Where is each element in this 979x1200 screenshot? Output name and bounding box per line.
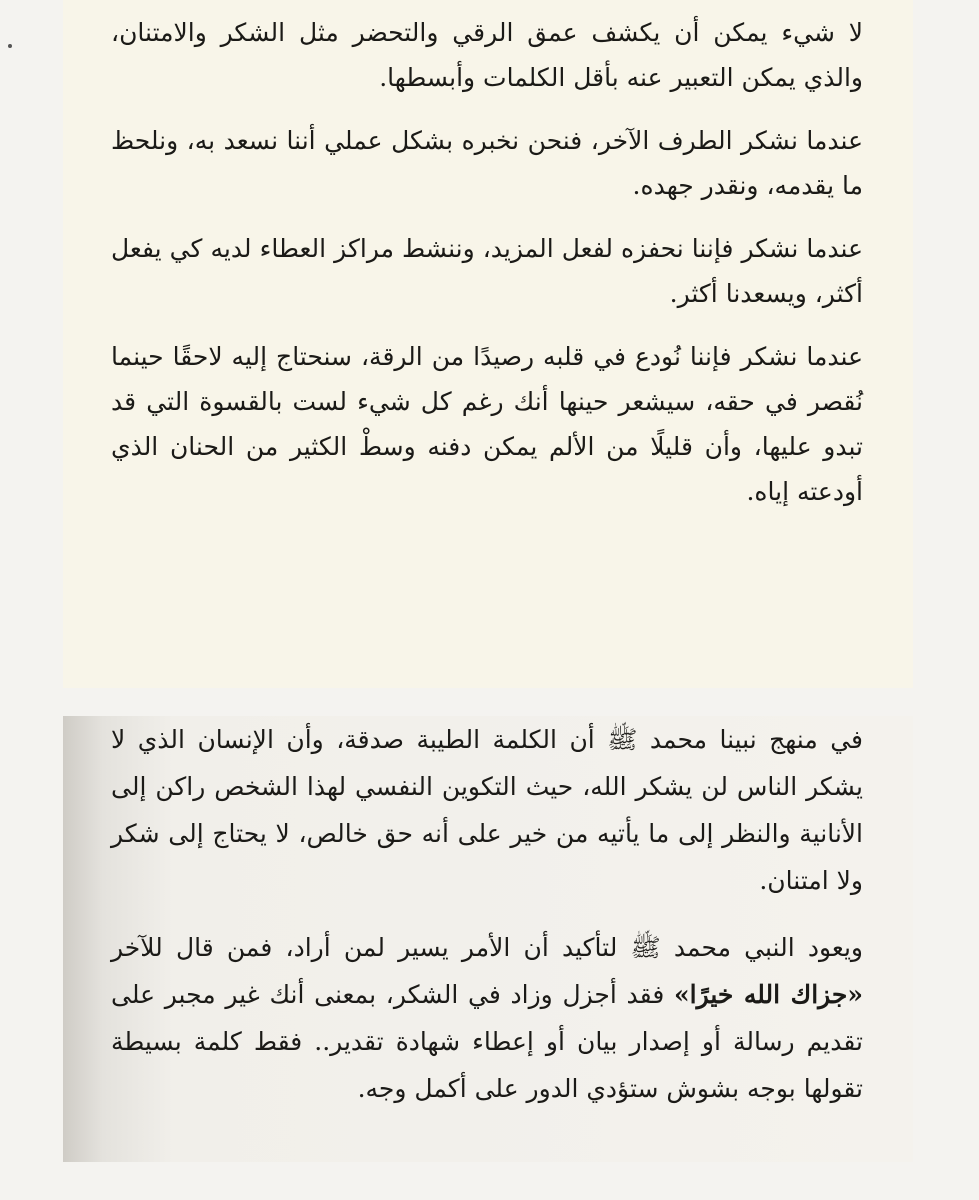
bottom-paragraph-1: في منهج نبينا محمد ﷺ أن الكلمة الطيبة صدقة، وأن الإنسان الذي لا يشكر الناس لن يشكر الله، حيث التكوين النفسي لهذا الشخص راكن إلى الأنانية والنظر إلى ما يأتيه من خير على أنه حق خالص، لا يحتاج إلى شكر ولا امتنان. [111,725,863,895]
margin-dot [8,44,12,48]
bottom-paragraph-2-start: ويعود النبي محمد ﷺ لتأكيد أن الأمر يسير لمن أراد، فمن قال للآخر [111,933,863,962]
bottom-paragraph-2-end: فقد أجزل وزاد في الشكر، بمعنى أنك غير مجبر على تقديم رسالة أو إصدار بيان أو إعطاء شهادة تقدير.. فقط كلمة بسيطة تقولها بوجه بشوش ستؤدي الدور على أكمل وجه. [111,980,863,1103]
top-paragraph-4: عندما نشكر فإننا نُودع في قلبه رصيدًا من الرقة، سنحتاج إليه لاحقًا حينما نُقصر في حقه، سيشعر حينها أنك رغم كل شيء لست بالقسوة التي قد تبدو عليها، وأن قليلًا من الألم يمكن دفنه وسطْ الكثير من الحنان الذي أودعته إياه. [111,342,863,506]
top-paragraph-3: عندما نشكر فإننا نحفزه لفعل المزيد، وننشط مراكز العطاء لديه كي يفعل أكثر، ويسعدنا أكثر. [111,234,863,308]
top-paragraph-2: عندما نشكر الطرف الآخر، فنحن نخبره بشكل عملي أننا نسعد به، ونلحظ ما يقدمه، ونقدر جهده. [111,126,863,200]
bottom-page-scan [63,716,913,1162]
quoted-phrase: «جزاك الله خيرًا» [674,980,864,1009]
top-paragraph-1: لا شيء يمكن أن يكشف عمق الرقي والتحضر مثل الشكر والامتنان، والذي يمكن التعبير عنه بأقل الكلمات وأبسطها. [111,18,863,92]
top-page-scan [63,0,913,688]
bottom-paragraph-2 [111,924,863,1112]
